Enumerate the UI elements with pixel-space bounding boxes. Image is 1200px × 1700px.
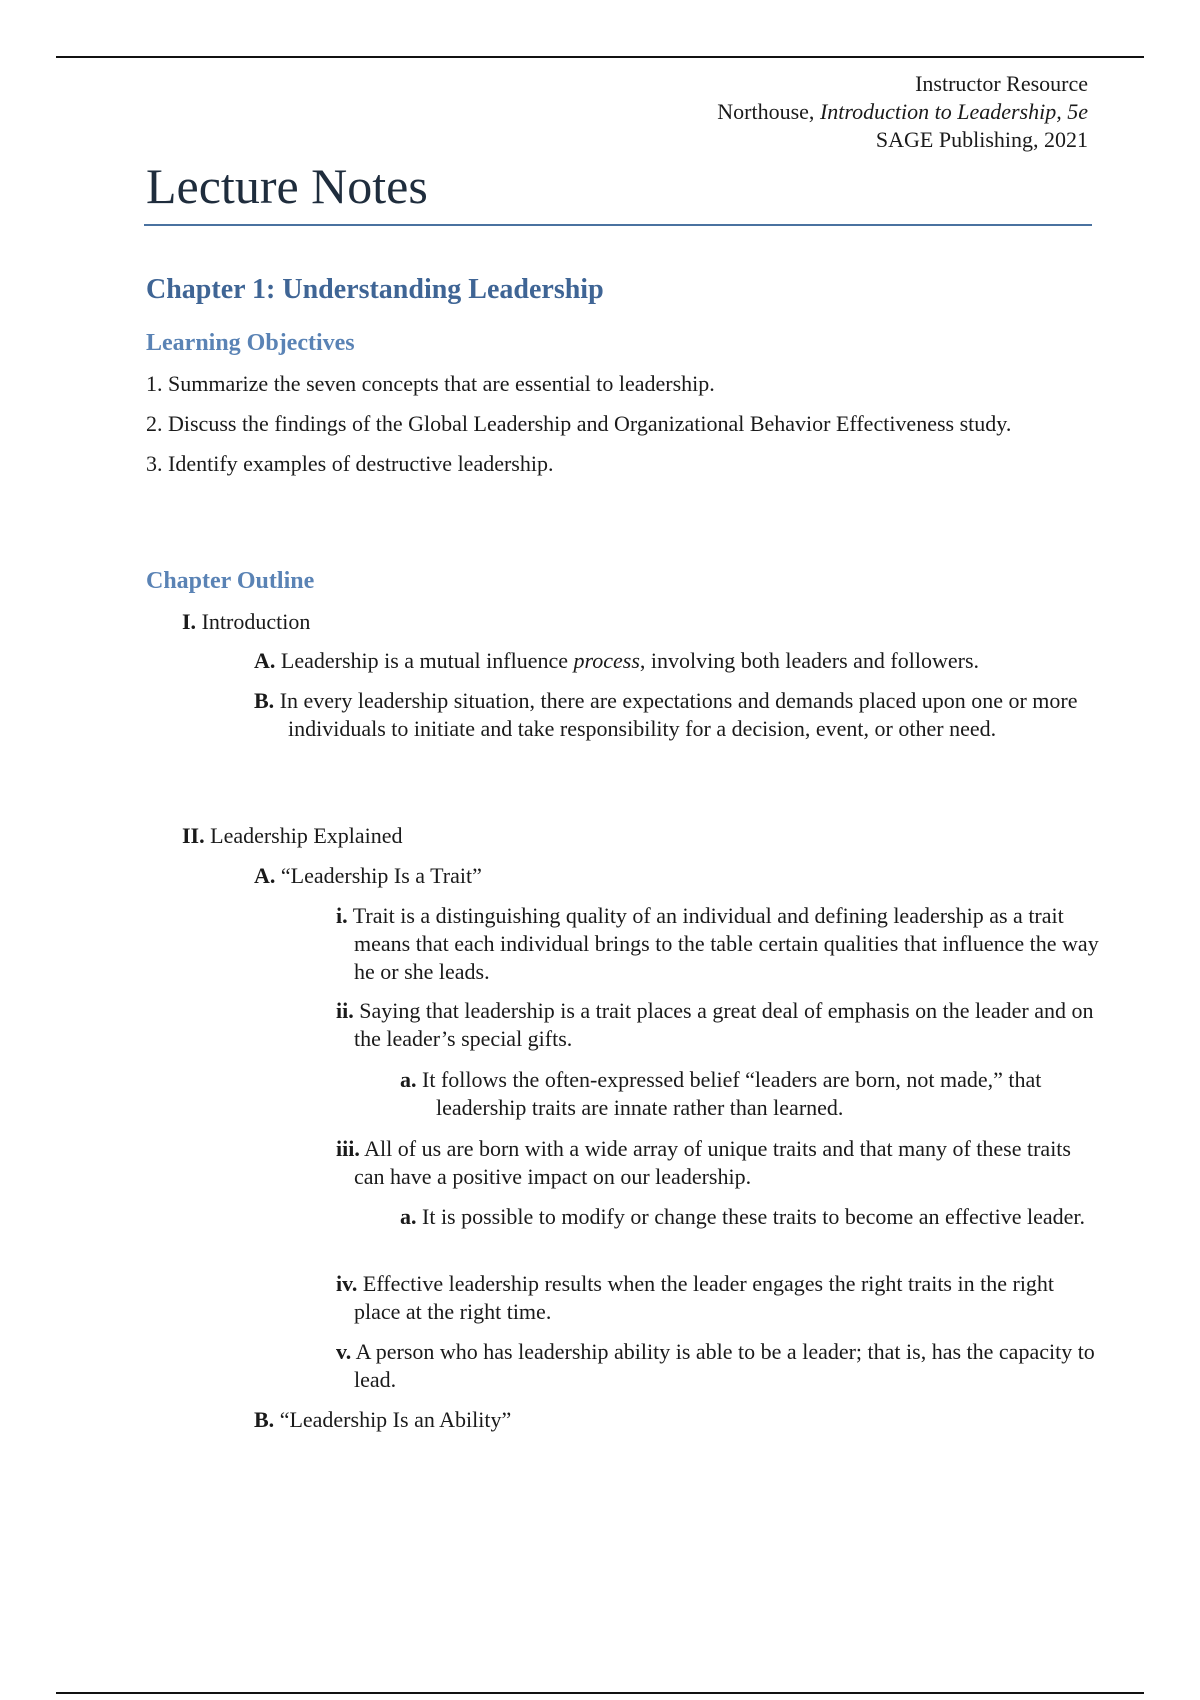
outline-section-I [182, 608, 310, 636]
outline-marker: a. [400, 1204, 417, 1229]
document-header [717, 70, 1088, 154]
outline-text: Saying that leadership is a trait places a great deal of emphasis on the leader and on the leader’s special gifts. [353, 998, 1094, 1051]
outline-text: “Leadership Is a Trait” [275, 863, 482, 888]
outline-item-I-A [254, 647, 1118, 675]
outline-text: All of us are born with a wide array of unique traits and that many of these traits can have a positive impact on our leadership. [354, 1136, 1071, 1189]
outline-marker: I. [182, 609, 197, 634]
header-line-citation [717, 98, 1088, 126]
outline-marker: ii. [336, 998, 354, 1023]
outline-marker: B. [254, 1407, 275, 1432]
outline-text: In every leadership situation, there are expectations and demands placed upon one or more individuals to initiate and take responsibility for a decision, event, or other need. [274, 688, 1078, 741]
bottom-rule [56, 1692, 1144, 1694]
objective-item: 1. Summarize the seven concepts that are essential to leadership. [146, 371, 715, 396]
outline-item-II-A-iv [336, 1270, 1104, 1326]
outline-text: , involving both leaders and followers. [639, 648, 980, 673]
chapter-title: Chapter 1: Understanding Leadership [146, 274, 604, 305]
learning-objectives-list [146, 370, 1046, 490]
header-line-resource: Instructor Resource [915, 71, 1088, 96]
top-rule [56, 56, 1144, 58]
objective-item: 3. Identify examples of destructive leadership. [146, 451, 554, 476]
page-title: Lecture Notes [146, 158, 428, 214]
chapter-outline-heading: Chapter Outline [146, 568, 315, 594]
objective-item: 2. Discuss the findings of the Global Leadership and Organizational Behavior Effectiveness study. [146, 411, 1012, 436]
outline-text: Trait is a distinguishing quality of an individual and defining leadership as a trait means that each individual brings to the table certain qualities that influence the way he or she leads. [347, 903, 1099, 984]
header-line-publisher: SAGE Publishing, 2021 [875, 127, 1088, 152]
outline-item-II-A-iii-a [400, 1203, 1122, 1231]
outline-section-II [182, 822, 403, 850]
outline-marker: i. [336, 903, 348, 928]
header-book-title: Introduction to Leadership, 5e [819, 99, 1088, 124]
outline-item-II-B [254, 1406, 511, 1434]
outline-text: It is possible to modify or change these traits to become an effective leader. [416, 1204, 1086, 1229]
outline-marker: v. [336, 1339, 352, 1364]
outline-marker: iii. [336, 1136, 360, 1161]
title-rule [144, 224, 1092, 226]
outline-item-II-A [254, 862, 482, 890]
outline-item-I-B [254, 687, 1118, 743]
outline-marker: A. [254, 863, 276, 888]
outline-marker: B. [254, 688, 275, 713]
outline-marker: II. [182, 823, 205, 848]
outline-text: It follows the often-expressed belief “leaders are born, not made,” that leadership traits are innate rather than learned. [416, 1067, 1042, 1120]
outline-text: A person who has leadership ability is able to be a leader; that is, has the capacity to lead. [351, 1339, 1095, 1392]
learning-objectives-heading: Learning Objectives [146, 330, 355, 356]
outline-text: Introduction [196, 609, 311, 634]
outline-text: Effective leadership results when the leader engages the right traits in the right place at the right time. [354, 1271, 1055, 1324]
outline-text: Leadership is a mutual influence [275, 648, 574, 673]
outline-emphasis: process [573, 648, 640, 673]
outline-text: Leadership Explained [204, 823, 403, 848]
outline-item-II-A-iii [336, 1135, 1104, 1191]
outline-item-II-A-i [336, 902, 1104, 986]
outline-marker: A. [254, 648, 276, 673]
header-author: Northouse, [717, 99, 820, 124]
outline-marker: a. [400, 1067, 417, 1092]
outline-item-II-A-ii [336, 997, 1104, 1053]
outline-text: “Leadership Is an Ability” [274, 1407, 512, 1432]
outline-item-II-A-v [336, 1338, 1104, 1394]
outline-item-II-A-ii-a [400, 1066, 1122, 1122]
outline-marker: iv. [336, 1271, 358, 1296]
